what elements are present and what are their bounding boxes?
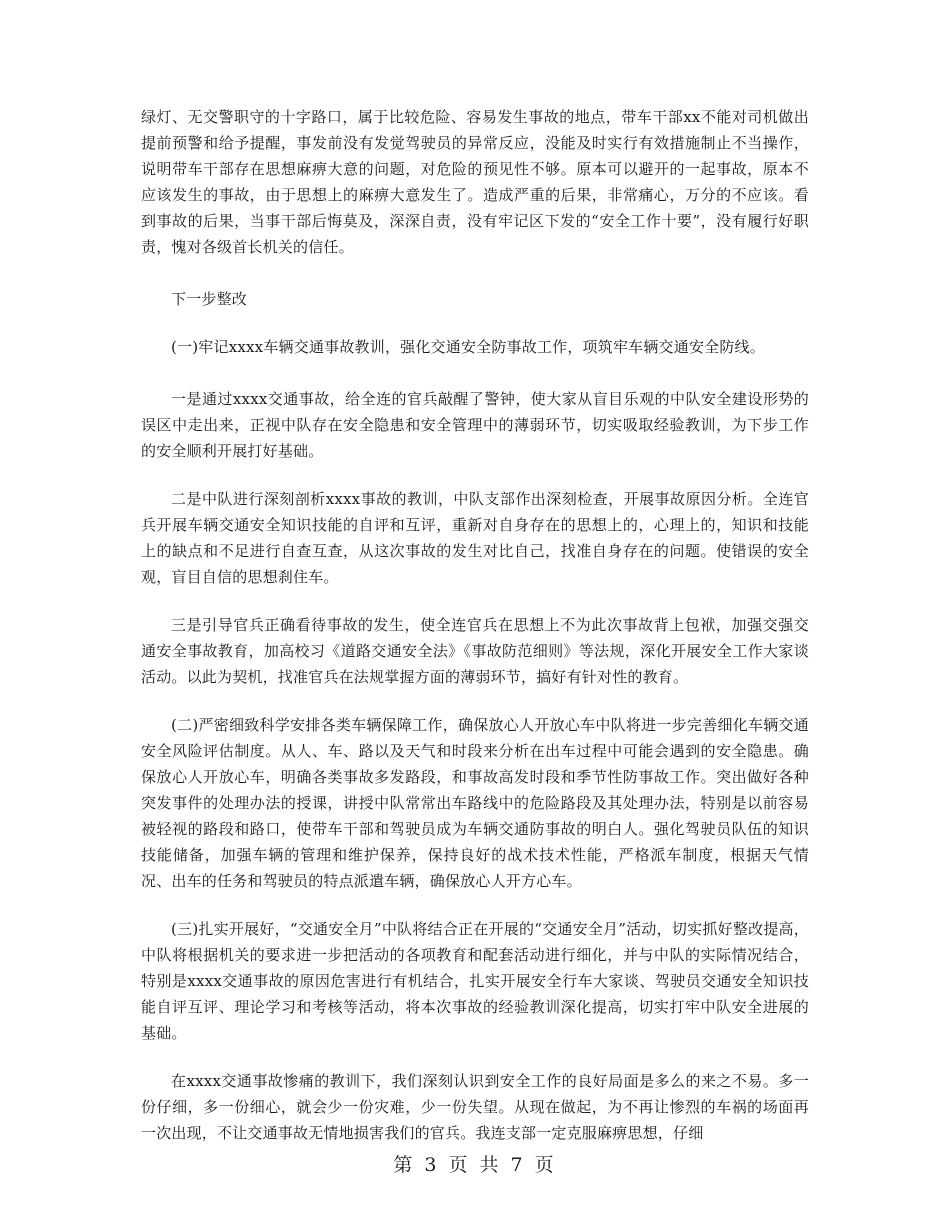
- paragraph-accident-analysis: 绿灯、无交警职守的十字路口，属于比较危险、容易发生事故的地点，带车干部xx不能对司机做出提前预警和给予提醒，事发前没有发觉驾驶员的异常反应，没能及时实行有效措施制止不当操作，说明带车干部存在思想麻痹大意的问题，对危险的预见性不够。原本可以避开的一起事故，原本不应该发生的事故，由于思想上的麻痹大意发生了。造成严重的后果，非常痛心，万分的不应该。看到事故的后果，当事干部后悔莫及，深深自责，没有牢记区下发的“安全工作十要”，没有履行好职责，愧对各级首长机关的信任。: [141, 108, 809, 256]
- paragraph-point-three: 三是引导官兵正确看待事故的发生，使全连官兵在思想上不为此次事故背上包袱，加强交强交通安全事故教育，加高校习《道路交通安全法》《事故防范细则》等法规，深化开展安全工作大家谈活动。以此为契机，找准官兵在法规掌握方面的薄弱环节，搞好有针对性的教育。: [141, 616, 809, 686]
- paragraph-point-one: 一是通过xxxx交通事故，给全连的官兵敲醒了警钟，使大家从盲目乐观的中队安全建设形势的误区中走出来，正视中队存在安全隐患和安全管理中的薄弱环节，切实吸取经验教训，为下步工作的安全顺利开展打好基础。: [141, 390, 809, 460]
- page-number-footer: 第 3 页 共 7 页: [393, 1154, 557, 1176]
- paragraph-item-three: (三)扎实开展好，“交通安全月”中队将结合正在开展的“交通安全月”活动，切实抓好整改提高，中队将根据机关的要求进一步把活动的各项教育和配套活动进行细化，并与中队的实际情况结合，特别是xxxx交通事故的原因危害进行有机结合，扎实开展安全行车大家谈、驾驶员交通安全知识技能自评互评、理论学习和考核等活动，将本次事故的经验教训深化提高，切实打牢中队安全进展的基础。: [141, 920, 809, 1042]
- paragraph-conclusion: 在xxxx交通事故惨痛的教训下，我们深刻认识到安全工作的良好局面是多么的来之不易。多一份仔细，多一份细心，就会少一份灾难，少一份失望。从现在做起，为不再让惨烈的车祸的场面再一次出现，不让交通事故无情地损害我们的官兵。我连支部一定克服麻痹思想，仔细: [141, 1072, 809, 1142]
- paragraph-item-two: (二)严密细致科学安排各类车辆保障工作，确保放心人开放心车中队将进一步完善细化车辆交通安全风险评估制度。从人、车、路以及天气和时段来分析在出车过程中可能会遇到的安全隐患。确保放心人开放心车，明确各类事故多发路段，和事故高发时段和季节性防事故工作。突出做好各种突发事件的处理办法的授课，讲授中队常常出车路线中的危险路段及其处理办法，特别是以前容易被轻视的路段和路口，使带车干部和驾驶员成为车辆交通防事故的明白人。强化驾驶员队伍的知识技能储备，加强车辆的管理和维护保养，保持良好的战术技术性能，严格派车制度，根据天气情况、出车的任务和驾驶员的特点派遣车辆，确保放心人开方心车。: [141, 716, 809, 890]
- section-heading-next-steps: 下一步整改: [171, 290, 248, 308]
- paragraph-item-one: (一)牢记xxxx车辆交通事故教训，强化交通安全防事故工作，项筑牢车辆交通安全防线。: [171, 338, 765, 356]
- paragraph-point-two: 二是中队进行深刻剖析xxxx事故的教训，中队支部作出深刻检查，开展事故原因分析。全连官兵开展车辆交通安全知识技能的自评和互评，重新对自身存在的思想上的，心理上的，知识和技能上的缺点和不足进行自查互查，从这次事故的发生对比自己，找准自身存在的问题。使错误的安全观，盲目自信的思想刹住车。: [141, 490, 809, 586]
- document-body: [141, 104, 809, 1146]
